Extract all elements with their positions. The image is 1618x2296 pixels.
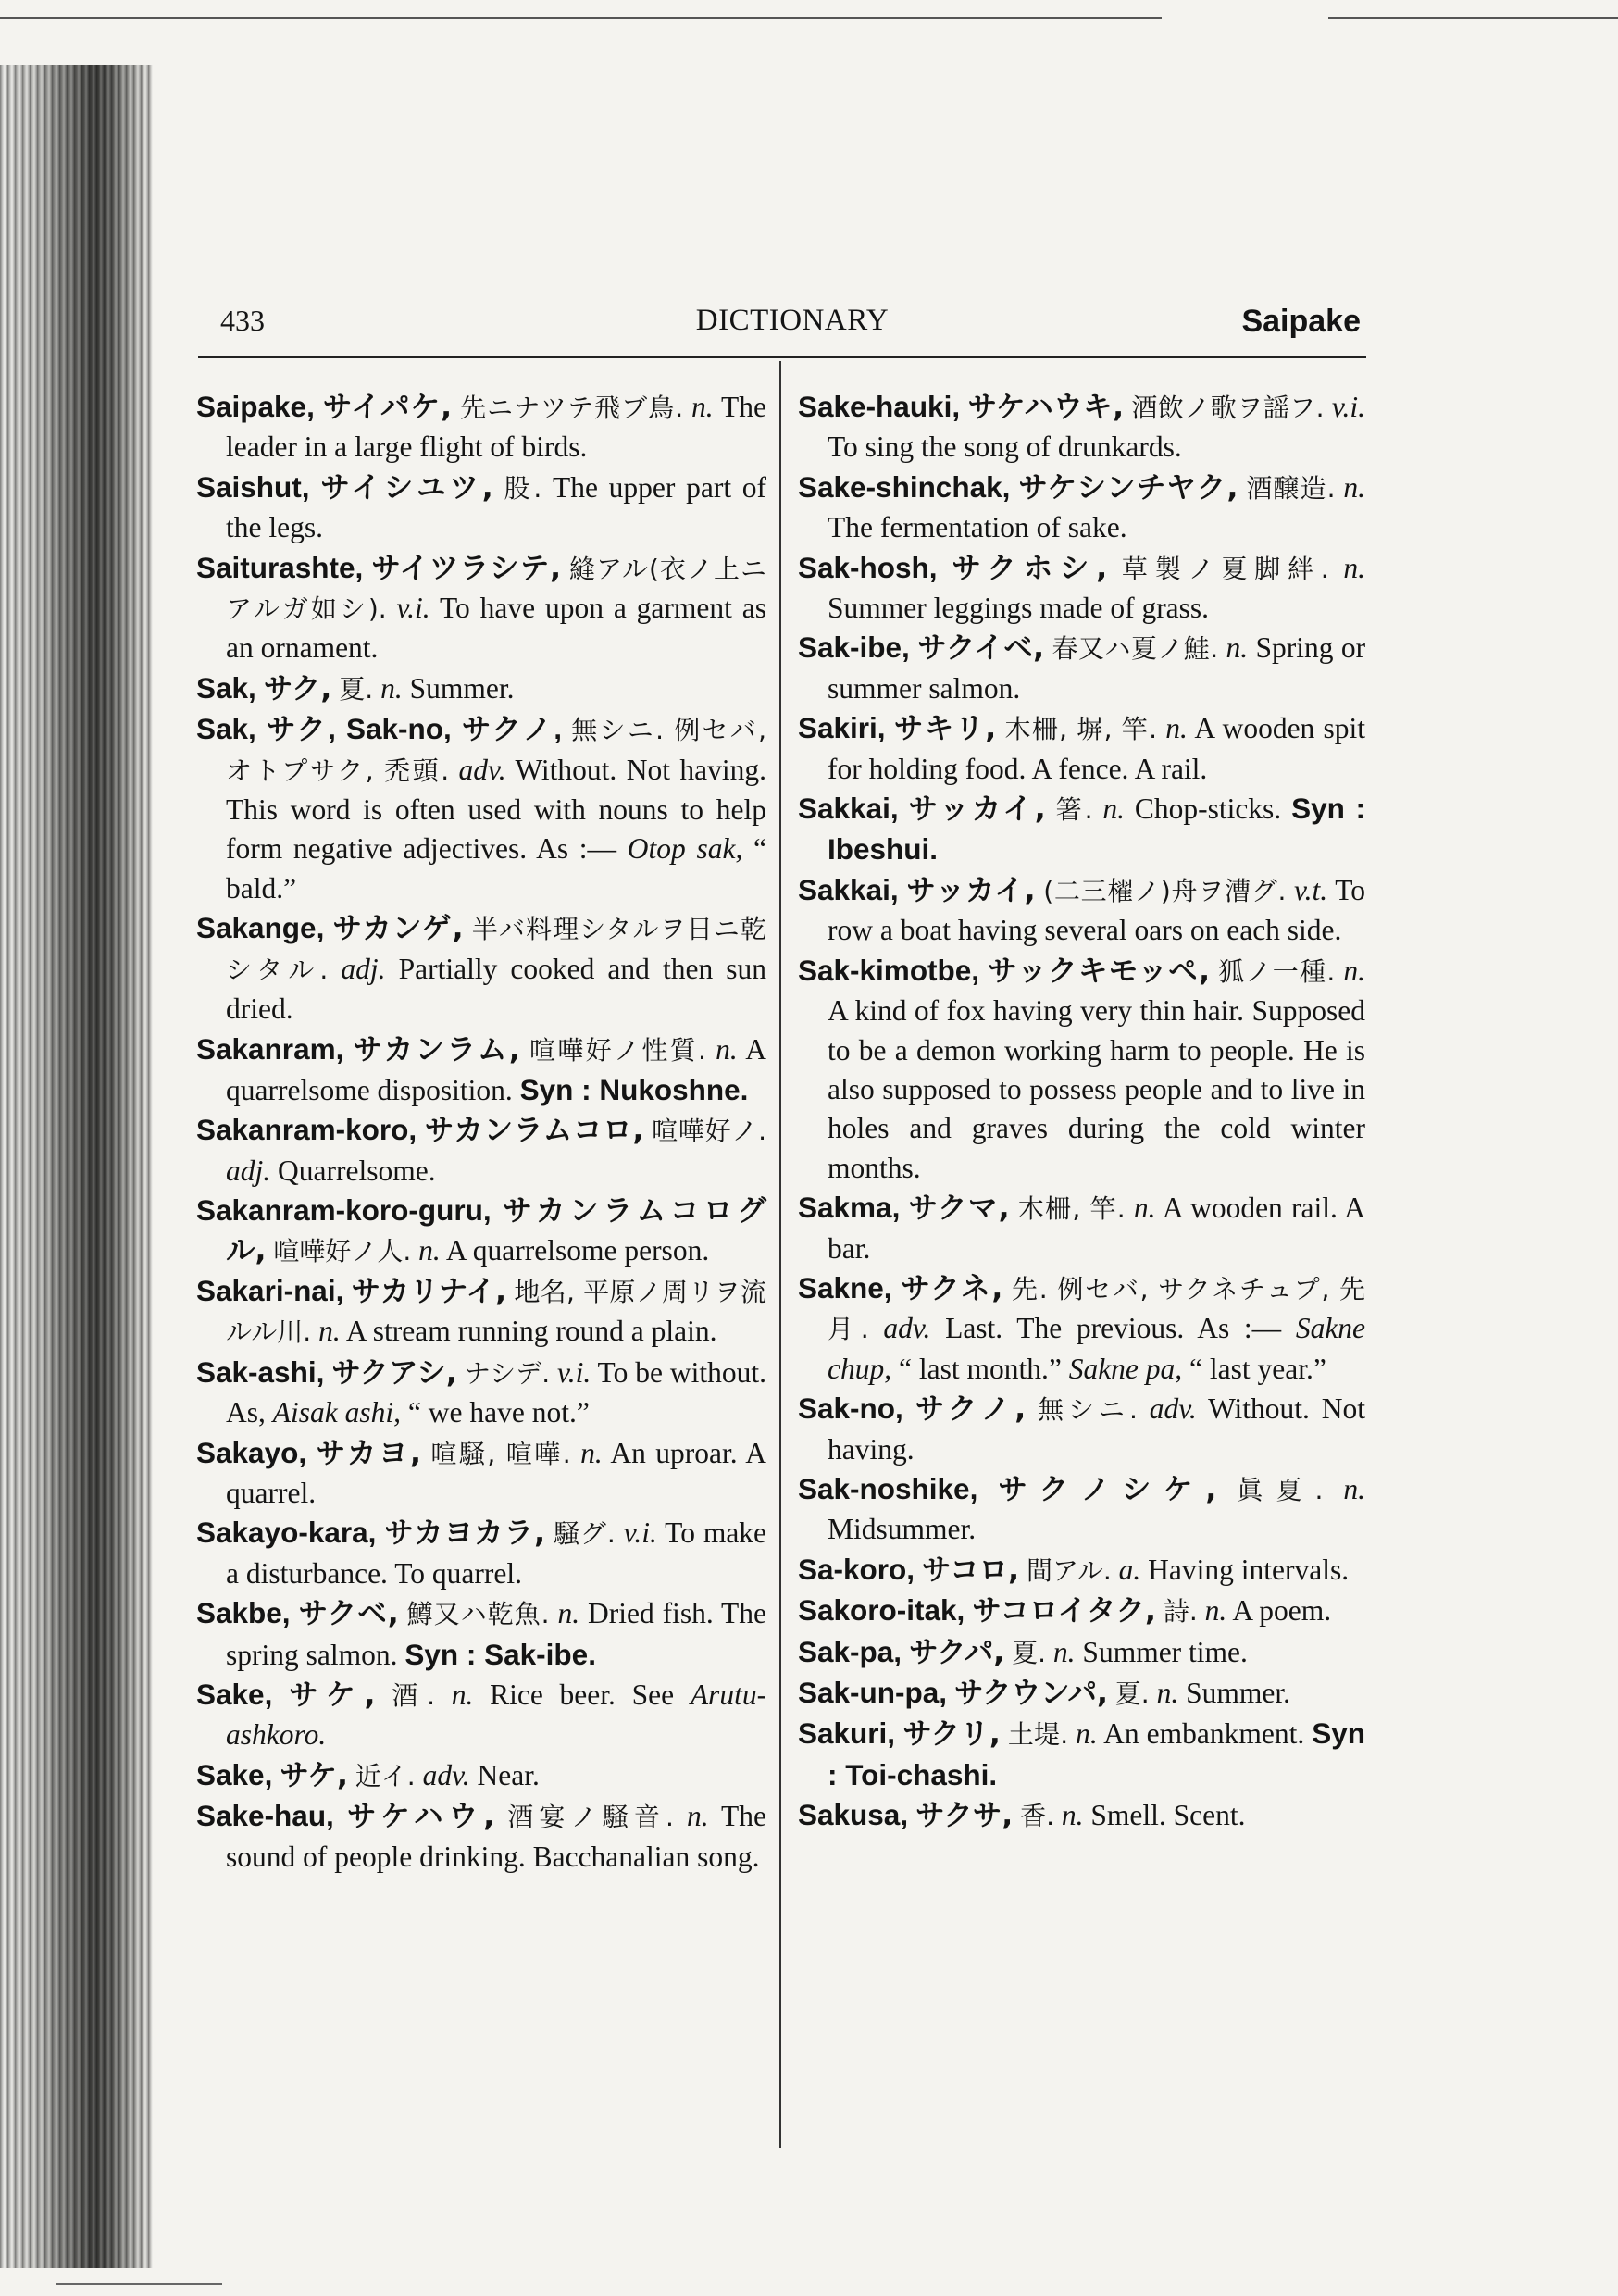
- part-of-speech: n.: [318, 1315, 341, 1348]
- dictionary-entry: [798, 1550, 1365, 1591]
- dictionary-entry: [196, 1110, 766, 1191]
- dictionary-entry: [196, 668, 766, 709]
- katakana-reading: サコロイタク,: [972, 1594, 1156, 1628]
- part-of-speech: n.: [691, 391, 714, 423]
- dictionary-entry: [798, 1389, 1365, 1469]
- japanese-gloss: 喧嘩好ノ人.: [273, 1235, 412, 1267]
- japanese-gloss: 半バ料理シタルヲ日ニ乾シタル.: [226, 914, 767, 985]
- example-gloss: “ bald.”: [226, 832, 767, 905]
- definition: Smell. Scent.: [1090, 1799, 1246, 1832]
- scan-top-edge: [0, 17, 1618, 19]
- dictionary-entry: [196, 1433, 766, 1514]
- dictionary-entry: [798, 1188, 1365, 1268]
- part-of-speech: n.: [380, 671, 403, 705]
- part-of-speech: n.: [1052, 1635, 1076, 1668]
- definition: To have upon a garment as an ornament.: [226, 592, 766, 665]
- example: Otop sak,: [627, 832, 743, 866]
- japanese-gloss: 間アル.: [1027, 1554, 1112, 1586]
- headword: Sakari-nai,: [196, 1273, 344, 1307]
- headword: Sakuri,: [798, 1716, 896, 1751]
- part-of-speech: n.: [557, 1597, 580, 1630]
- part-of-speech: n.: [1343, 1472, 1366, 1505]
- dictionary-entry: [196, 1675, 766, 1755]
- headword: Saishut,: [196, 469, 310, 504]
- dictionary-entry: [798, 951, 1365, 1188]
- headword: Sak,: [196, 670, 256, 705]
- katakana-reading: サケシンチヤク,: [1018, 470, 1238, 505]
- definition: Quarrelsome.: [278, 1154, 436, 1187]
- headword: Sake,: [196, 1757, 273, 1791]
- dictionary-entry: [798, 870, 1365, 951]
- definition: Summer leggings made of grass.: [828, 592, 1210, 625]
- headword: Sakbe,: [196, 1596, 291, 1630]
- column-divider: [779, 361, 781, 2148]
- definition: Summer.: [1186, 1677, 1290, 1709]
- japanese-gloss: 無シニ. 例セバ, オトプサク, 禿頭.: [226, 715, 767, 786]
- headword: Sakanram,: [196, 1031, 344, 1066]
- japanese-gloss: 股.: [504, 472, 542, 504]
- part-of-speech: n.: [1102, 792, 1125, 826]
- definition: Summer.: [409, 671, 515, 705]
- example: Sakne chup,: [828, 1312, 1366, 1385]
- japanese-gloss: 先ニナツテ飛ブ鳥.: [460, 393, 684, 423]
- definition: To sing the song of drunkards.: [828, 430, 1182, 464]
- definition: Summer time.: [1082, 1635, 1248, 1668]
- katakana-reading: サカリナイ,: [351, 1274, 507, 1308]
- definition: A wooden spit for holding food. A fence. A rail.: [828, 712, 1366, 785]
- definition: The fermentation of sake.: [828, 511, 1127, 544]
- part-of-speech: n.: [580, 1436, 603, 1469]
- definition: Without. Not having. This word is often used with nouns to help form negative adjectives. As :—: [226, 753, 766, 866]
- katakana-reading: サコロ,: [921, 1553, 1020, 1587]
- right-column: [798, 387, 1365, 1837]
- katakana-reading: サケハウキ,: [967, 391, 1125, 424]
- part-of-speech: n.: [1076, 1717, 1098, 1751]
- book-gutter-shadow: [0, 65, 153, 2268]
- definition: To row a boat having several oars on each side.: [828, 873, 1366, 947]
- dictionary-entry: [798, 1673, 1365, 1714]
- katakana-reading: サイツラシテ,: [371, 551, 562, 585]
- katakana-reading: サキリ,: [893, 712, 997, 746]
- katakana-reading: サクホシ,: [952, 551, 1108, 585]
- headword: Sa-koro,: [798, 1552, 915, 1586]
- japanese-gloss: 夏.: [1012, 1637, 1047, 1668]
- katakana-reading: サカンラム,: [353, 1032, 520, 1067]
- dictionary-entry: [798, 468, 1365, 548]
- synonym: Syn : Ibeshui.: [828, 792, 1366, 867]
- left-column: [196, 387, 766, 1877]
- part-of-speech: adv.: [1149, 1392, 1197, 1426]
- definition: To be without. As,: [226, 1355, 767, 1429]
- part-of-speech: adj.: [226, 1154, 271, 1187]
- synonym: Syn : Sak-ibe.: [404, 1637, 596, 1671]
- part-of-speech: n.: [418, 1233, 441, 1267]
- definition: A wooden rail. A bar.: [828, 1192, 1365, 1265]
- katakana-reading: サックキモッペ,: [988, 954, 1211, 988]
- dictionary-entry: [798, 387, 1365, 468]
- part-of-speech: n.: [1343, 954, 1366, 987]
- part-of-speech: v.t.: [1294, 873, 1328, 906]
- dictionary-entry: [798, 1714, 1365, 1795]
- japanese-gloss: 近イ.: [355, 1760, 416, 1791]
- definition: An embankment.: [1103, 1717, 1305, 1751]
- headword: Sak-un-pa,: [798, 1676, 948, 1709]
- definition: The sound of people drinking. Bacchanalian song.: [226, 1800, 767, 1873]
- japanese-gloss: 詩.: [1163, 1596, 1198, 1628]
- katakana-reading: サカヨカラ,: [384, 1516, 546, 1551]
- scan-bottom-edge: [56, 2283, 222, 2285]
- japanese-gloss: 酒飲ノ歌ヲ謡フ.: [1131, 393, 1325, 423]
- japanese-gloss: ナシデ.: [464, 1357, 551, 1389]
- katakana-reading: サクアシ,: [331, 1355, 457, 1390]
- katakana-reading: サケ,: [289, 1678, 376, 1712]
- headword: Sak-pa,: [798, 1634, 902, 1668]
- katakana-reading: サカンゲ,: [332, 912, 464, 946]
- headword: Sak-no,: [798, 1391, 903, 1426]
- example-gloss: “ last month.”: [898, 1352, 1062, 1385]
- dictionary-entry: [196, 1513, 766, 1593]
- dictionary-entry: [798, 548, 1365, 629]
- part-of-speech: adj.: [341, 952, 386, 985]
- japanese-gloss: 酒.: [392, 1680, 435, 1711]
- dictionary-entry: [798, 1632, 1365, 1673]
- part-of-speech: v.i.: [557, 1355, 591, 1389]
- katakana-reading: サッカイ,: [908, 792, 1046, 827]
- katakana-reading: サクノ,: [915, 1392, 1027, 1427]
- japanese-gloss: 香.: [1020, 1801, 1054, 1832]
- katakana-reading: サッカイ,: [906, 873, 1036, 907]
- headword: Saipake,: [196, 390, 315, 423]
- example: Arutu-ashkoro.: [226, 1678, 767, 1752]
- headword: Sak-ibe,: [798, 630, 910, 665]
- dictionary-entry: [798, 1795, 1365, 1836]
- japanese-gloss: 鱒又ハ乾魚.: [406, 1599, 550, 1630]
- definition: Without. Not having.: [828, 1392, 1366, 1466]
- katakana-reading: サクイベ,: [917, 631, 1045, 666]
- part-of-speech: v.i.: [1331, 391, 1366, 423]
- headword: Sakusa,: [798, 1798, 909, 1832]
- katakana-reading: サクリ,: [902, 1717, 1001, 1752]
- headword: Sak, サク, Sak-no, サクノ,: [196, 712, 563, 746]
- dictionary-entry: [196, 387, 766, 468]
- japanese-gloss: 夏.: [1114, 1678, 1150, 1709]
- definition: The leader in a large flight of birds.: [226, 391, 767, 464]
- definition: Dried fish. The spring salmon.: [226, 1597, 766, 1671]
- dictionary-entry: [798, 708, 1365, 789]
- definition: To make a disturbance. To quarrel.: [226, 1516, 767, 1590]
- japanese-gloss: 喧嘩好ノ.: [652, 1116, 766, 1147]
- headword: Sakanram-koro,: [196, 1113, 417, 1147]
- dictionary-entry: [196, 1271, 766, 1353]
- katakana-reading: サカンラムコログル,: [226, 1194, 766, 1267]
- dictionary-entry: [196, 1593, 766, 1675]
- headword: Sakayo-kara,: [196, 1516, 377, 1550]
- definition: Chop-sticks.: [1134, 792, 1282, 826]
- synonym: Syn : Nukoshne.: [519, 1072, 749, 1106]
- japanese-gloss: 喧騒, 喧嘩.: [430, 1438, 571, 1469]
- katakana-reading: サクネ,: [901, 1271, 1003, 1305]
- japanese-gloss: 土堤.: [1007, 1719, 1069, 1751]
- part-of-speech: adv.: [458, 753, 506, 786]
- definition: A kind of fox having very thin hair. Supposed to be a demon working harm to people. He is also supposed to possess people and to live in holes and graves during the cold winter months.: [828, 994, 1365, 1184]
- headword: Sak-kimotbe,: [798, 953, 980, 987]
- japanese-gloss: 無シニ.: [1038, 1394, 1138, 1426]
- definition: A stream running round a plain.: [345, 1315, 717, 1348]
- headword: Sakkai,: [798, 792, 899, 826]
- katakana-reading: サイシユツ,: [320, 470, 493, 505]
- headword: Sake-shinchak,: [798, 469, 1011, 504]
- definition: The upper part of the legs.: [226, 470, 767, 544]
- dictionary-entry: [798, 1591, 1365, 1631]
- scan-top-gap: [1162, 17, 1328, 19]
- part-of-speech: n.: [451, 1678, 474, 1711]
- example-gloss: “ last year.”: [1189, 1352, 1326, 1385]
- part-of-speech: n.: [1061, 1799, 1084, 1832]
- katakana-reading: サクノシケ,: [998, 1472, 1217, 1506]
- part-of-speech: v.i.: [623, 1516, 657, 1550]
- dictionary-entry: [196, 468, 766, 548]
- definition: A quarrelsome person.: [445, 1233, 710, 1267]
- definition: Near.: [477, 1758, 540, 1791]
- dictionary-entry: [196, 548, 766, 668]
- katakana-reading: サイパケ,: [322, 391, 453, 424]
- katakana-reading: サクウンパ,: [953, 1677, 1108, 1710]
- part-of-speech: n.: [686, 1800, 709, 1833]
- part-of-speech: n.: [1133, 1192, 1156, 1225]
- dictionary-entry: [196, 908, 766, 1029]
- part-of-speech: v.i.: [396, 592, 430, 625]
- definition: Rice beer. See: [490, 1678, 675, 1711]
- part-of-speech: n.: [716, 1032, 738, 1066]
- running-head: Saipake: [1241, 304, 1361, 339]
- part-of-speech: n.: [1156, 1677, 1179, 1709]
- headword: Sakma,: [798, 1191, 901, 1225]
- katakana-reading: サケ,: [280, 1758, 348, 1792]
- dictionary-entry: [798, 1268, 1365, 1389]
- example: Sakne pa,: [1068, 1352, 1183, 1385]
- synonym: Syn : Toi-chashi.: [828, 1716, 1366, 1791]
- katakana-reading: サク,: [263, 671, 332, 705]
- japanese-gloss: 縫アル(衣ノ上ニアルガ如シ).: [226, 553, 767, 625]
- part-of-speech: n.: [1165, 712, 1188, 745]
- dictionary-entry: [196, 1029, 766, 1111]
- headword: Sake-hau,: [196, 1799, 334, 1833]
- dictionary-entry: [196, 1353, 766, 1433]
- japanese-gloss: 喧嘩好ノ性質.: [529, 1034, 706, 1066]
- part-of-speech: a.: [1118, 1553, 1141, 1586]
- page-header: [220, 298, 1364, 344]
- headword: Sakange,: [196, 911, 325, 945]
- definition: An uproar. A quarrel.: [226, 1436, 767, 1509]
- part-of-speech: n.: [1343, 470, 1366, 504]
- dictionary-entry: [798, 1469, 1365, 1550]
- headword: Sak-hosh,: [798, 550, 938, 584]
- part-of-speech: adv.: [883, 1312, 931, 1345]
- dictionary-entry: [196, 1755, 766, 1796]
- definition: Last. The previous. As :—: [945, 1312, 1282, 1345]
- part-of-speech: n.: [1204, 1594, 1227, 1628]
- katakana-reading: サケハウ,: [346, 1800, 495, 1834]
- japanese-gloss: 地名, 平原ノ周リヲ流ルル川.: [226, 1276, 767, 1348]
- example: Aisak ashi,: [272, 1396, 402, 1429]
- dictionary-entry: [798, 628, 1365, 708]
- japanese-gloss: 騒グ.: [553, 1518, 616, 1550]
- japanese-gloss: 木柵, 塀, 竿.: [1004, 714, 1158, 745]
- katakana-reading: サクベ,: [298, 1597, 399, 1631]
- headword: Sake-hauki,: [798, 390, 961, 423]
- katakana-reading: サカヨ,: [316, 1436, 421, 1470]
- header-rule: [198, 356, 1366, 358]
- japanese-gloss: 夏.: [339, 673, 374, 705]
- japanese-gloss: 草製ノ夏脚絆.: [1121, 553, 1329, 584]
- definition: A quarrelsome disposition.: [226, 1032, 767, 1106]
- katakana-reading: サクサ,: [915, 1799, 1014, 1833]
- headword: Sak-ashi,: [196, 1354, 325, 1389]
- headword: Sakkai,: [798, 872, 899, 906]
- japanese-gloss: 狐ノ一種.: [1218, 955, 1336, 987]
- headword: Sakne,: [798, 1270, 892, 1304]
- definition: A poem.: [1232, 1594, 1332, 1628]
- japanese-gloss: 春又ハ夏ノ鮭.: [1052, 633, 1219, 665]
- dictionary-entry: [798, 789, 1365, 870]
- headword: Saiturashte,: [196, 550, 364, 584]
- headword: Sakayo,: [196, 1435, 307, 1469]
- dictionary-entry: [196, 709, 766, 908]
- japanese-gloss: 眞夏.: [1237, 1474, 1324, 1505]
- katakana-reading: サクパ,: [908, 1635, 1005, 1669]
- headword: Sakoro-itak,: [798, 1593, 965, 1628]
- katakana-reading: サカンラムコロ,: [424, 1114, 644, 1148]
- japanese-gloss: 箸.: [1055, 794, 1093, 826]
- japanese-gloss: 酒宴ノ騒音.: [507, 1802, 674, 1833]
- part-of-speech: adv.: [422, 1758, 470, 1791]
- page-title: DICTIONARY: [695, 304, 890, 337]
- japanese-gloss: (二三櫂ノ)舟ヲ漕グ.: [1043, 875, 1287, 906]
- dictionary-entry: [196, 1191, 766, 1271]
- definition: Having intervals.: [1148, 1553, 1350, 1586]
- japanese-gloss: 酒醸造.: [1246, 472, 1336, 504]
- page-number: 433: [220, 304, 265, 337]
- dictionary-entry: [196, 1796, 766, 1877]
- japanese-gloss: 木柵, 竿.: [1017, 1193, 1126, 1225]
- example-gloss: “ we have not.”: [407, 1396, 590, 1429]
- definition: Spring or summer salmon.: [828, 631, 1366, 705]
- headword: Sake,: [196, 1678, 273, 1711]
- definition: Midsummer.: [828, 1513, 977, 1546]
- definition: Partially cooked and then sun dried.: [226, 952, 767, 1026]
- headword: Sakanram-koro-guru,: [196, 1193, 492, 1228]
- headword: Sak-noshike,: [798, 1471, 978, 1505]
- katakana-reading: サクマ,: [908, 1192, 1010, 1226]
- japanese-gloss: 先. 例セバ, サクネチュプ, 先月.: [828, 1273, 1366, 1345]
- part-of-speech: n.: [1343, 551, 1366, 584]
- headword: Sakiri,: [798, 711, 886, 745]
- part-of-speech: n.: [1226, 631, 1249, 665]
